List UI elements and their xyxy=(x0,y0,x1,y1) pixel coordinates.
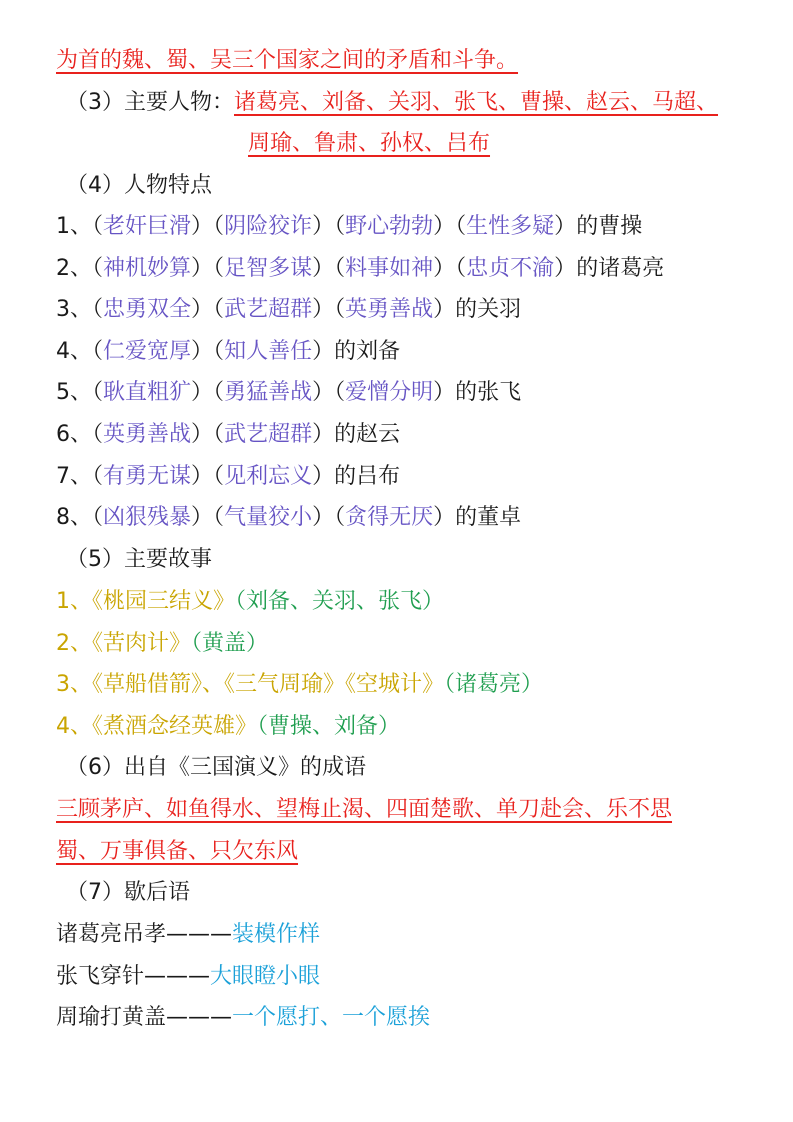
section-3-line2 xyxy=(248,129,753,159)
trait-number: 5、 xyxy=(56,380,92,406)
intro-tail: 为首的魏、蜀、吴三个国家之间的矛盾和斗争。 xyxy=(56,48,519,73)
trait-row xyxy=(56,378,753,408)
close-paren: ） xyxy=(433,297,456,323)
open-paren: （ xyxy=(334,505,346,531)
trait-row xyxy=(56,295,753,325)
open-paren: （ xyxy=(92,214,104,239)
saying-answer: 大眼瞪小眼 xyxy=(210,963,321,989)
trait-number: 6、 xyxy=(56,422,92,447)
trait-word: 有勇无谋 xyxy=(103,463,192,489)
story-row xyxy=(56,629,753,659)
open-paren: （ xyxy=(92,422,104,447)
trait-row xyxy=(56,212,753,242)
open-paren: （ xyxy=(334,380,346,406)
open-paren: （ xyxy=(455,255,467,281)
saying-riddle: 张飞穿针——— xyxy=(56,963,211,989)
open-paren: （ xyxy=(455,214,467,239)
trait-word: 知人善任 xyxy=(224,338,313,364)
section-7-heading: （7）歇后语 xyxy=(66,880,190,905)
trait-number: 2、 xyxy=(56,255,92,281)
trait-row xyxy=(56,254,753,284)
character-name: 的曹操 xyxy=(576,214,643,239)
open-paren: （ xyxy=(213,214,225,239)
close-paren: ） xyxy=(191,214,214,239)
story-row xyxy=(56,712,753,742)
close-paren: ） xyxy=(433,214,456,239)
close-paren: ） xyxy=(312,255,335,281)
open-paren: （ xyxy=(334,297,346,323)
close-paren: ） xyxy=(191,505,214,531)
open-paren: （ xyxy=(213,422,225,447)
close-paren: ） xyxy=(312,380,335,406)
trait-word: 凶狠残暴 xyxy=(103,505,192,531)
open-paren: （ xyxy=(213,338,225,364)
trait-number: 8、 xyxy=(56,505,92,531)
story-title: 《煮酒念经英雄》 xyxy=(92,713,258,739)
close-paren: ） xyxy=(312,463,335,489)
story-people: （黄盖） xyxy=(191,630,269,656)
trait-number: 7、 xyxy=(56,463,92,489)
trait-number: 4、 xyxy=(56,338,92,364)
open-paren: （ xyxy=(92,297,104,323)
close-paren: ） xyxy=(433,380,456,406)
close-paren: ） xyxy=(312,422,335,447)
trait-word: 贪得无厌 xyxy=(345,505,434,531)
open-paren: （ xyxy=(334,214,346,239)
open-paren: （ xyxy=(213,505,225,531)
close-paren: ） xyxy=(191,297,214,323)
character-name: 的赵云 xyxy=(334,422,401,447)
close-paren: ） xyxy=(191,380,214,406)
trait-word: 气量狡小 xyxy=(224,505,313,531)
saying-answer: 装模作样 xyxy=(232,922,321,947)
close-paren: ） xyxy=(433,255,456,281)
close-paren: ） xyxy=(554,255,577,281)
close-paren: ） xyxy=(312,505,335,531)
trait-number: 3、 xyxy=(56,297,92,323)
idioms-line1: 三顾茅庐、如鱼得水、望梅止渴、四面楚歌、单刀赴会、乐不思 xyxy=(56,797,673,822)
trait-word: 足智多谋 xyxy=(224,255,313,281)
trait-word: 神机妙算 xyxy=(103,255,192,281)
trait-word: 耿直粗犷 xyxy=(103,380,192,406)
trait-number: 1、 xyxy=(56,214,92,239)
close-paren: ） xyxy=(312,338,335,364)
main-characters-2: 周瑜、鲁肃、孙权、吕布 xyxy=(248,131,491,156)
trait-word: 仁爱宽厚 xyxy=(103,338,192,364)
close-paren: ） xyxy=(191,463,214,489)
close-paren: ） xyxy=(433,505,456,531)
trait-word: 武艺超群 xyxy=(224,297,313,323)
trait-word: 爱憎分明 xyxy=(345,380,434,406)
trait-word: 见利忘义 xyxy=(224,463,313,489)
story-title: 《苦肉计》 xyxy=(92,630,192,656)
trait-row xyxy=(56,420,753,450)
character-name: 的吕布 xyxy=(334,463,401,489)
story-number: 1、 xyxy=(56,589,92,614)
open-paren: （ xyxy=(92,463,104,489)
story-number: 3、 xyxy=(56,672,92,698)
trait-row xyxy=(56,503,753,533)
saying-row xyxy=(56,920,753,950)
story-number: 4、 xyxy=(56,713,92,739)
story-people: （曹操、刘备） xyxy=(257,713,401,739)
trait-word: 忠勇双全 xyxy=(103,297,192,323)
trait-word: 英勇善战 xyxy=(345,297,434,323)
section-5-heading: （5）主要故事 xyxy=(66,547,212,572)
open-paren: （ xyxy=(92,255,104,281)
character-name: 的董卓 xyxy=(455,505,522,531)
story-row xyxy=(56,670,753,700)
idioms-line2: 蜀、万事俱备、只欠东风 xyxy=(56,839,299,864)
open-paren: （ xyxy=(213,463,225,489)
trait-word: 生性多疑 xyxy=(466,214,555,239)
saying-row xyxy=(56,962,753,992)
close-paren: ） xyxy=(191,338,214,364)
trait-word: 勇猛善战 xyxy=(224,380,313,406)
open-paren: （ xyxy=(334,255,346,281)
saying-row xyxy=(56,1003,753,1033)
story-people: （刘备、关羽、张飞） xyxy=(235,589,445,614)
story-title: 《桃园三结义》 xyxy=(92,589,236,614)
trait-row xyxy=(56,337,753,367)
main-characters-1: 诸葛亮、刘备、关羽、张飞、曹操、赵云、马超、 xyxy=(234,90,719,115)
open-paren: （ xyxy=(213,297,225,323)
section-3-label: （3）主要人物： xyxy=(66,90,234,115)
story-row xyxy=(56,587,753,617)
close-paren: ） xyxy=(191,255,214,281)
open-paren: （ xyxy=(213,380,225,406)
trait-word: 野心勃勃 xyxy=(345,214,434,239)
trait-word: 料事如神 xyxy=(345,255,434,281)
section-6-heading: （6）出自《三国演义》的成语 xyxy=(66,755,366,780)
trait-word: 阴险狡诈 xyxy=(224,214,313,239)
story-title: 《草船借箭》、《三气周瑜》《空城计》 xyxy=(92,672,445,698)
saying-riddle: 周瑜打黄盖——— xyxy=(56,1005,233,1031)
trait-word: 英勇善战 xyxy=(103,422,192,447)
open-paren: （ xyxy=(92,505,104,531)
trait-word: 老奸巨滑 xyxy=(103,214,192,239)
open-paren: （ xyxy=(213,255,225,281)
story-people: （诸葛亮） xyxy=(444,672,544,698)
character-name: 的刘备 xyxy=(334,338,401,364)
character-name: 的关羽 xyxy=(455,297,522,323)
saying-answer: 一个愿打、一个愿挨 xyxy=(232,1005,431,1031)
trait-word: 忠贞不渝 xyxy=(466,255,555,281)
close-paren: ） xyxy=(191,422,214,447)
saying-riddle: 诸葛亮吊孝——— xyxy=(56,922,233,947)
trait-row xyxy=(56,462,753,492)
section-3-line1 xyxy=(66,88,753,118)
character-name: 的张飞 xyxy=(455,380,522,406)
character-name: 的诸葛亮 xyxy=(576,255,665,281)
story-number: 2、 xyxy=(56,630,92,656)
close-paren: ） xyxy=(312,214,335,239)
section-4-heading: （4）人物特点 xyxy=(66,173,212,198)
open-paren: （ xyxy=(92,338,104,364)
close-paren: ） xyxy=(554,214,577,239)
trait-word: 武艺超群 xyxy=(224,422,313,447)
close-paren: ） xyxy=(312,297,335,323)
open-paren: （ xyxy=(92,380,104,406)
